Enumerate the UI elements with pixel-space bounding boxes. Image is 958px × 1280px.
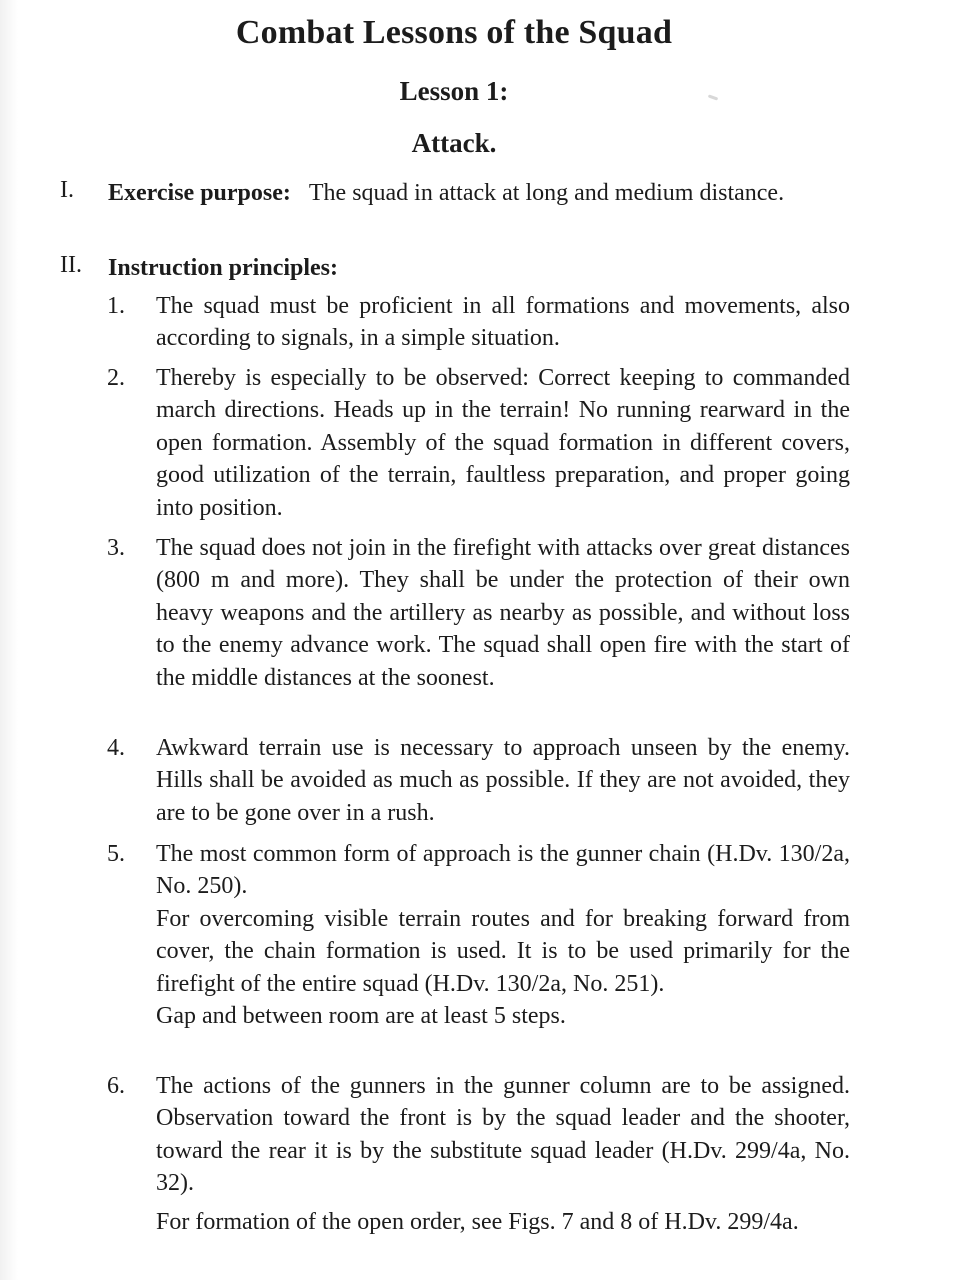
list-item — [156, 290, 850, 355]
lesson-heading: Lesson 1: — [399, 76, 509, 106]
list-item-paragraph: For formation of the open order, see Figs. 7 and 8 of H.Dv. 299/4a. — [156, 1208, 799, 1235]
list-item-paragraph: The actions of the gunners in the gunner column are to be assigned. Observation toward the front is by the squad leader and the shooter, toward the rear it is by the substitute squad leader (H.Dv. 299/4a, No. 32). — [156, 1073, 850, 1197]
list-item-number: 5. — [107, 841, 125, 867]
list-item-number: 3. — [107, 535, 125, 561]
section-text: The squad in attack at long and medium distance. — [308, 180, 785, 206]
list-item-number: 2. — [107, 365, 125, 391]
list-item-paragraph: The squad must be proficient in all formations and movements, also according to signals, in a simple situation. — [156, 293, 850, 352]
list-item-paragraph: The squad does not join in the firefight with attacks over great distances (800 m and more). They shall be under the protection of their own heavy weapons and the artillery as nearby as possible, and without loss to the enemy advance work. The squad shall open fire with the start of the middle distances at the soonest. — [156, 535, 850, 691]
section-number: II. — [60, 252, 82, 278]
list-item — [156, 732, 850, 829]
list-item-paragraph: Awkward terrain use is necessary to approach unseen by the enemy. Hills shall be avoided as much as possible. If they are not avoided, they are to be gone over in a rush. — [156, 735, 850, 826]
list-item-paragraph: The most common form of approach is the gunner chain (H.Dv. 130/2a, No. 250). — [156, 841, 850, 900]
list-item-number: 4. — [107, 735, 125, 761]
list-item — [156, 362, 850, 524]
lesson-subject: Attack. — [411, 128, 497, 158]
list-item-paragraph: Gap and between room are at least 5 steps. — [156, 1003, 566, 1030]
section-instruction-principles — [108, 252, 848, 284]
document-title: Combat Lessons of the Squad — [235, 14, 673, 51]
section-number: I. — [60, 177, 74, 203]
section-exercise-purpose — [108, 177, 848, 209]
list-item-paragraph: Thereby is especially to be observed: Correct keeping to commanded march directions. Heads up in the terrain! No running rearward in the open formation. Assembly of the squad formation in different covers, good utilization of the terrain, faultless preparation, and proper going into position. — [156, 365, 850, 521]
scan-edge-shade — [0, 0, 18, 1280]
list-item — [156, 1070, 850, 1238]
list-item-number: 6. — [107, 1073, 125, 1099]
section-heading: Instruction principles: — [108, 255, 339, 281]
list-item — [156, 838, 850, 1032]
section-heading: Exercise purpose: — [108, 180, 291, 206]
list-item — [156, 532, 850, 694]
list-item-number: 1. — [107, 293, 125, 319]
list-item-paragraph: For overcoming visible terrain routes and for breaking forward from cover, the chain formation is used. It is to be used primarily for the firefight of the entire squad (H.Dv. 130/2a, No. 251). — [156, 905, 850, 997]
